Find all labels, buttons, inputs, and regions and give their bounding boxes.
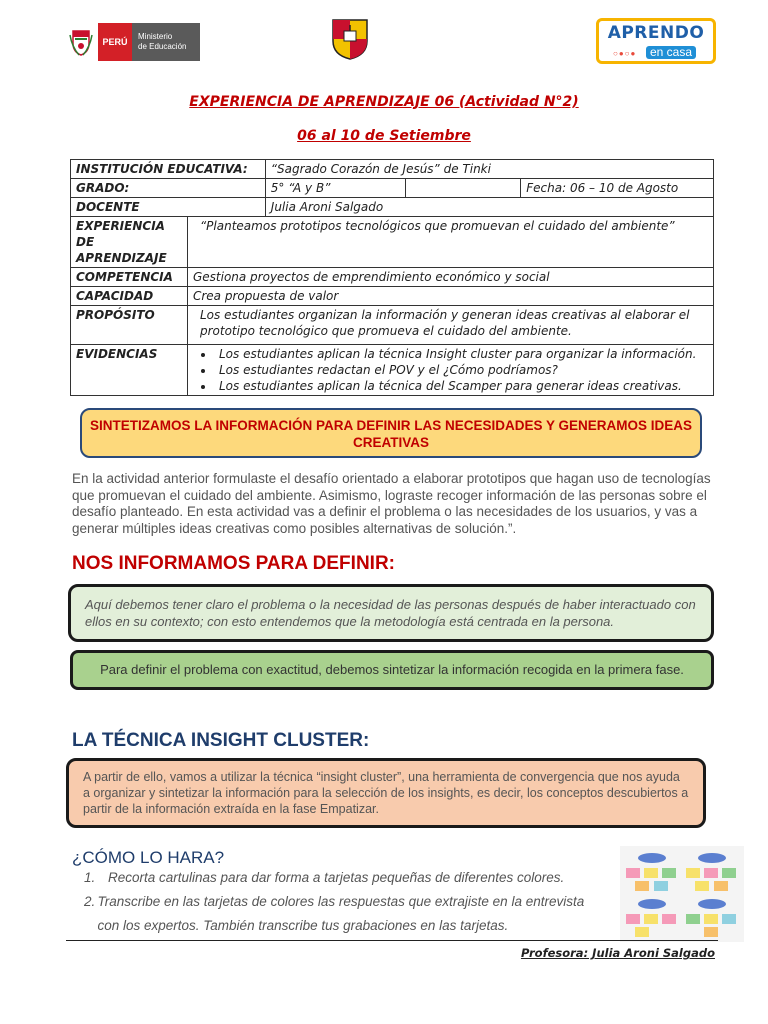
table-row [71,217,714,268]
ministerio-label: Ministerio de Educación [132,23,200,61]
institucion-value: “Sagrado Corazón de Jesús” de Tinki [265,160,713,179]
como-heading: ¿CÓMO LO HARA? [72,848,225,867]
competencia-value: Gestiona proyectos de emprendimiento económico y social [187,268,713,287]
definir-summary-box: Para definir el problema con exactitud, debemos sintetizar la información recogida en la primera fase. [70,650,714,690]
school-crest-icon [330,17,370,61]
dots-icon: ○●○● [613,49,637,58]
capacidad-label: CAPACIDAD [71,287,188,306]
evidencias-list [193,346,708,394]
document-title: EXPERIENCIA DE APRENDIZAJE 06 (Actividad N°2) [189,94,579,110]
peru-label: PERÚ [98,23,132,61]
steps-list [84,866,604,938]
list-item: • Los estudiantes redactan el POV y el ¿Cómo podríamos? [215,362,708,378]
ministerio-logo [68,22,202,62]
footer-teacher: Profesora: Julia Aroni Salgado [520,946,715,960]
insight-info-box: A partir de ello, vamos a utilizar la técnica “insight cluster”, una herramienta de convergencia que nos ayuda a organizar y sintetizar la información para la selección de los insights, es decir, los conceptos descubiertos a partir de la información extraída en la fase Empatizar. [66,758,706,828]
list-item [84,866,604,890]
institucion-label: INSTITUCIÓN EDUCATIVA: [71,160,266,179]
table-row [71,198,714,217]
section-heading-definir: NOS INFORMAMOS PARA DEFINIR: [72,553,395,574]
section-heading-insight: LA TÉCNICA INSIGHT CLUSTER: [72,730,370,751]
docente-value: Julia Aroni Salgado [265,198,713,217]
table-row [71,160,714,179]
step-text: Recorta cartulinas para dar forma a tarjetas pequeñas de diferentes colores. [108,870,565,885]
grado-value: 5° “A y B” [265,179,405,198]
grado-label: GRADO: [71,179,266,198]
evidencias-list-cell [187,345,713,396]
step-number: 1. [84,870,96,885]
document-dates: 06 al 10 de Setiembre [297,128,471,144]
table-row [71,268,714,287]
experiencia-value: “Planteamos prototipos tecnológicos que promuevan el cuidado del ambiente” [187,217,713,268]
step-number: 2. [84,894,96,909]
en-casa-label: en casa [646,46,696,59]
competencia-label: COMPETENCIA [71,268,188,287]
proposito-value: Los estudiantes organizan la información y generan ideas creativas al elaborar el prototipo tecnológico que promueva el cuidado del ambiente. [187,306,713,345]
proposito-label: PROPÓSITO [71,306,188,345]
list-item: • Los estudiantes aplican la técnica Insight cluster para organizar la información. [215,346,708,362]
fecha-value: Fecha: 06 – 10 de Agosto [521,179,714,198]
evidencias-label: EVIDENCIAS [71,345,188,396]
info-table [70,159,714,396]
step-text: Transcribe en las tarjetas de colores las respuestas que extrajiste en la entrevista con los expertos. También transcribe tus grabaciones en las tarjetas. [97,894,585,933]
table-row [71,287,714,306]
footer-divider [66,940,718,941]
list-item: • Los estudiantes aplican la técnica del Scamper para generar ideas creativas. [215,378,708,394]
peru-shield-icon [68,25,94,59]
table-row [71,179,714,198]
capacidad-value: Crea propuesta de valor [187,287,713,306]
section-banner: SINTETIZAMOS LA INFORMACIÓN PARA DEFINIR LAS NECESIDADES Y GENERAMOS IDEAS CREATIVAS [80,408,702,458]
definir-info-box: Aquí debemos tener claro el problema o la necesidad de las personas después de haber interactuado con ellos en su contexto; con esto entendemos que la metodología está centrada en la persona. [68,584,714,642]
aprendo-en-casa-logo [596,18,716,64]
insight-cluster-diagram-icon [620,846,744,942]
intro-paragraph: En la actividad anterior formulaste el desafío orientado a elaborar prototipos que hagan uso de tecnologías que promuevan el cuidado del ambiente. Asimismo, lograste recoger información de las personas sobre el desafío planteado. En esta actividad vas a definir el problema o las necesidades de los usuarios, y vas a generar múltiples ideas creativas como posibles alternativas de solución.”. [72,471,711,536]
table-row [71,306,714,345]
list-item [84,890,604,938]
table-row [71,345,714,396]
empty-cell [405,179,521,198]
experiencia-label: EXPERIENCIA DE APRENDIZAJE [71,217,188,268]
aprendo-label: APRENDO [607,23,705,43]
docente-label: DOCENTE [71,198,266,217]
